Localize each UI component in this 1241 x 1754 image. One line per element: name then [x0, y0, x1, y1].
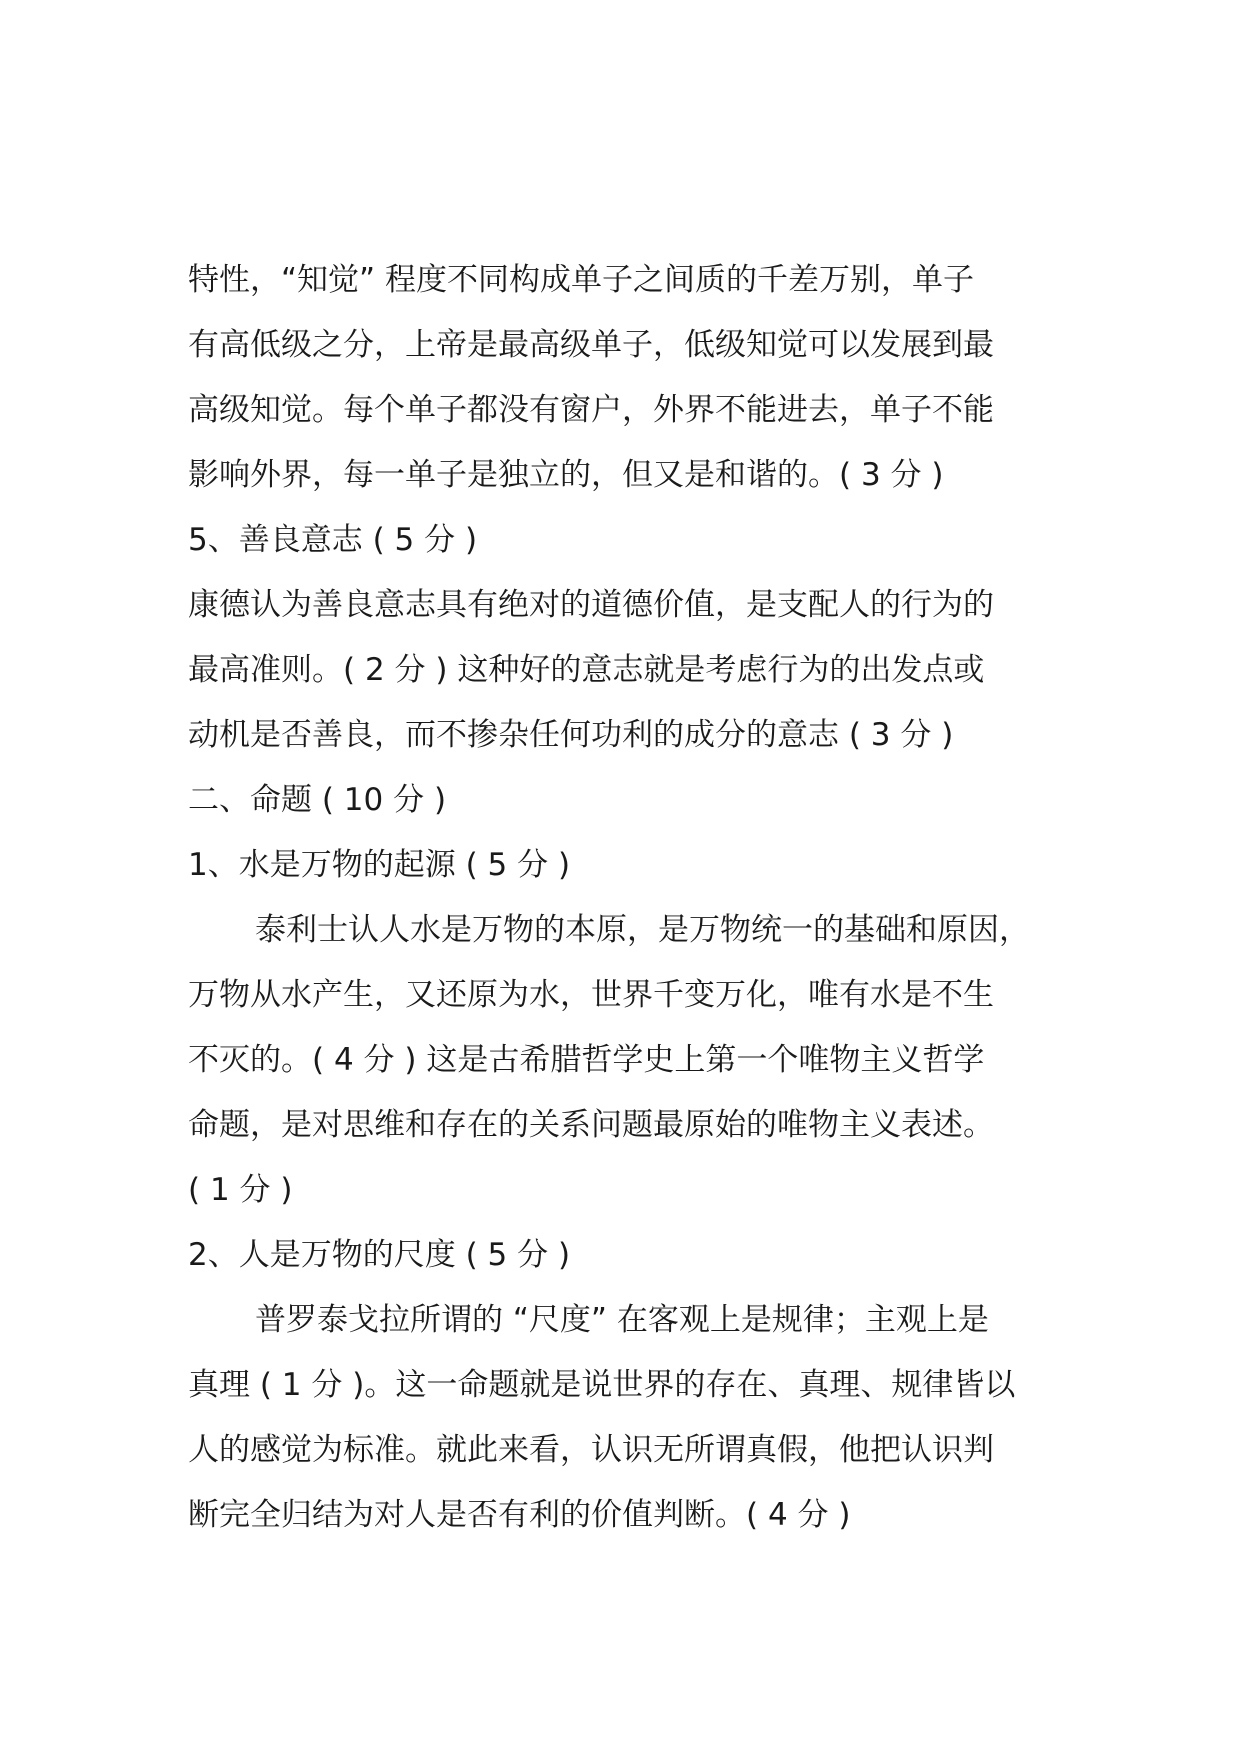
section-heading: 1、水是万物的起源 ( 5 分 )	[188, 847, 571, 883]
text-line: 普罗泰戈拉所谓的 “尺度” 在客观上是规律；主观上是	[255, 1302, 989, 1338]
text-line: 影响外界，每一单子是独立的，但又是和谐的。( 3 分 )	[188, 457, 944, 493]
section-heading: 2、人是万物的尺度 ( 5 分 )	[188, 1237, 571, 1273]
text-line: 泰利士认人水是万物的本原，是万物统一的基础和原因，	[255, 912, 1030, 948]
text-line: 人的感觉为标准。就此来看，认识无所谓真假，他把认识判	[188, 1432, 994, 1468]
text-line: 不灭的。( 4 分 ) 这是古希腊哲学史上第一个唯物主义哲学	[188, 1042, 985, 1078]
text-line: 最高准则。( 2 分 ) 这种好的意志就是考虑行为的出发点或	[188, 652, 985, 688]
text-line: 特性，“知觉” 程度不同构成单子之间质的千差万别，单子	[188, 262, 974, 298]
text-line: ( 1 分 )	[188, 1172, 293, 1208]
section-heading: 二、命题 ( 10 分 )	[188, 782, 447, 818]
text-line: 命题，是对思维和存在的关系问题最原始的唯物主义表述。	[188, 1107, 994, 1143]
text-line: 动机是否善良，而不掺杂任何功利的成分的意志 ( 3 分 )	[188, 717, 954, 753]
text-line: 康德认为善良意志具有绝对的道德价值，是支配人的行为的	[188, 587, 994, 623]
text-line: 真理 ( 1 分 )。这一命题就是说世界的存在、真理、规律皆以	[188, 1367, 1016, 1403]
text-line: 有高低级之分，上帝是最高级单子，低级知觉可以发展到最	[188, 327, 994, 363]
text-line: 高级知觉。每个单子都没有窗户，外界不能进去，单子不能	[188, 392, 994, 428]
section-heading: 5、善良意志 ( 5 分 )	[188, 522, 478, 558]
document-body	[188, 248, 1088, 1548]
text-line: 断完全归结为对人是否有利的价值判断。( 4 分 )	[188, 1497, 851, 1533]
text-line: 万物从水产生，又还原为水，世界千变万化，唯有水是不生	[188, 977, 994, 1013]
